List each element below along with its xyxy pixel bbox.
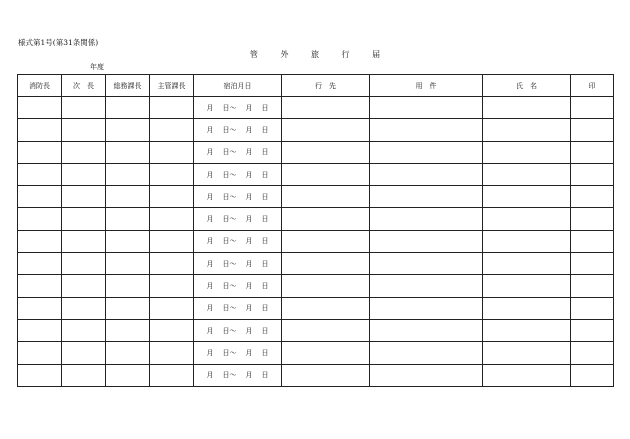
cell-purpose[interactable] (370, 297, 483, 319)
cell-fire-chief[interactable] (18, 163, 62, 185)
cell-general-affairs-manager[interactable] (106, 97, 150, 119)
cell-general-affairs-manager[interactable] (106, 275, 150, 297)
cell-seal[interactable] (571, 319, 614, 341)
table-row (18, 141, 614, 163)
cell-purpose[interactable] (370, 119, 483, 141)
cell-deputy-chief[interactable] (62, 97, 106, 119)
cell-responsible-manager[interactable] (150, 163, 194, 185)
col-seal: 印 (571, 75, 614, 97)
cell-fire-chief[interactable] (18, 342, 62, 364)
cell-destination[interactable] (282, 319, 370, 341)
period-day-tilde: 日〜 (222, 348, 237, 357)
period-month2: 月 (245, 192, 253, 201)
period-month: 月 (206, 237, 214, 246)
cell-responsible-manager[interactable] (150, 364, 194, 386)
period-day-tilde: 日〜 (222, 237, 237, 246)
cell-general-affairs-manager[interactable] (106, 230, 150, 252)
cell-stay-dates[interactable] (194, 275, 282, 297)
period-text (194, 192, 281, 202)
form-number-label: 様式第1号(第31条関係) (18, 38, 99, 47)
table-row (18, 163, 614, 185)
period-day: 日 (261, 259, 269, 268)
cell-general-affairs-manager[interactable] (106, 163, 150, 185)
period-text (194, 236, 281, 246)
period-month: 月 (206, 192, 214, 201)
period-day: 日 (261, 371, 269, 380)
period-text (194, 170, 281, 180)
period-month: 月 (206, 259, 214, 268)
period-month2: 月 (245, 125, 253, 134)
table-row (18, 97, 614, 119)
period-day: 日 (261, 170, 269, 179)
cell-deputy-chief[interactable] (62, 342, 106, 364)
cell-name[interactable] (483, 97, 571, 119)
period-text (194, 370, 281, 380)
table-row (18, 253, 614, 275)
cell-stay-dates[interactable] (194, 297, 282, 319)
cell-name[interactable] (483, 230, 571, 252)
cell-responsible-manager[interactable] (150, 208, 194, 230)
cell-deputy-chief[interactable] (62, 163, 106, 185)
period-day: 日 (261, 103, 269, 112)
period-day: 日 (261, 326, 269, 335)
period-text (194, 326, 281, 336)
cell-deputy-chief[interactable] (62, 253, 106, 275)
cell-name[interactable] (483, 163, 571, 185)
cell-destination[interactable] (282, 275, 370, 297)
period-month: 月 (206, 215, 214, 224)
period-day-tilde: 日〜 (222, 326, 237, 335)
table-row (18, 275, 614, 297)
cell-destination[interactable] (282, 119, 370, 141)
cell-seal[interactable] (571, 342, 614, 364)
cell-general-affairs-manager[interactable] (106, 186, 150, 208)
period-month2: 月 (245, 148, 253, 157)
cell-destination[interactable] (282, 141, 370, 163)
cell-responsible-manager[interactable] (150, 297, 194, 319)
cell-deputy-chief[interactable] (62, 297, 106, 319)
period-day-tilde: 日〜 (222, 371, 237, 380)
cell-responsible-manager[interactable] (150, 97, 194, 119)
period-month: 月 (206, 170, 214, 179)
title-char: 行 (341, 50, 350, 59)
period-text (194, 348, 281, 358)
cell-fire-chief[interactable] (18, 186, 62, 208)
cell-general-affairs-manager[interactable] (106, 364, 150, 386)
cell-name[interactable] (483, 186, 571, 208)
period-day: 日 (261, 237, 269, 246)
col-name: 氏 名 (483, 75, 571, 97)
period-month: 月 (206, 348, 214, 357)
title-char: 届 (372, 50, 381, 59)
header-row (18, 75, 614, 97)
cell-name[interactable] (483, 297, 571, 319)
cell-seal[interactable] (571, 119, 614, 141)
table-row (18, 186, 614, 208)
table-row (18, 364, 614, 386)
period-month: 月 (206, 125, 214, 134)
cell-name[interactable] (483, 119, 571, 141)
cell-general-affairs-manager[interactable] (106, 119, 150, 141)
cell-stay-dates[interactable] (194, 141, 282, 163)
cell-stay-dates[interactable] (194, 208, 282, 230)
cell-destination[interactable] (282, 253, 370, 275)
cell-fire-chief[interactable] (18, 97, 62, 119)
period-day-tilde: 日〜 (222, 170, 237, 179)
col-deputy-chief: 次 長 (62, 75, 106, 97)
period-text (194, 303, 281, 313)
cell-stay-dates[interactable] (194, 342, 282, 364)
cell-destination[interactable] (282, 297, 370, 319)
cell-deputy-chief[interactable] (62, 364, 106, 386)
col-general-affairs-manager: 総務課長 (106, 75, 150, 97)
cell-purpose[interactable] (370, 186, 483, 208)
cell-stay-dates[interactable] (194, 319, 282, 341)
period-month: 月 (206, 326, 214, 335)
period-day-tilde: 日〜 (222, 215, 237, 224)
cell-fire-chief[interactable] (18, 253, 62, 275)
period-day-tilde: 日〜 (222, 259, 237, 268)
cell-purpose[interactable] (370, 364, 483, 386)
cell-fire-chief[interactable] (18, 364, 62, 386)
cell-stay-dates[interactable] (194, 119, 282, 141)
cell-destination[interactable] (282, 163, 370, 185)
cell-seal[interactable] (571, 364, 614, 386)
travel-report-table (17, 74, 614, 387)
col-purpose: 用 件 (370, 75, 483, 97)
cell-deputy-chief[interactable] (62, 275, 106, 297)
cell-name[interactable] (483, 253, 571, 275)
period-day: 日 (261, 304, 269, 313)
cell-stay-dates[interactable] (194, 364, 282, 386)
cell-responsible-manager[interactable] (150, 230, 194, 252)
cell-purpose[interactable] (370, 141, 483, 163)
cell-general-affairs-manager[interactable] (106, 319, 150, 341)
period-month2: 月 (245, 304, 253, 313)
cell-destination[interactable] (282, 230, 370, 252)
cell-general-affairs-manager[interactable] (106, 297, 150, 319)
period-day-tilde: 日〜 (222, 148, 237, 157)
cell-general-affairs-manager[interactable] (106, 141, 150, 163)
table-row (18, 230, 614, 252)
period-text (194, 125, 281, 135)
period-month2: 月 (245, 259, 253, 268)
col-responsible-manager: 主管課長 (150, 75, 194, 97)
period-month2: 月 (245, 170, 253, 179)
period-day: 日 (261, 348, 269, 357)
cell-seal[interactable] (571, 97, 614, 119)
cell-general-affairs-manager[interactable] (106, 208, 150, 230)
cell-seal[interactable] (571, 253, 614, 275)
period-day: 日 (261, 215, 269, 224)
cell-deputy-chief[interactable] (62, 186, 106, 208)
cell-responsible-manager[interactable] (150, 141, 194, 163)
period-day: 日 (261, 125, 269, 134)
period-month2: 月 (245, 371, 253, 380)
period-month: 月 (206, 103, 214, 112)
table-row (18, 208, 614, 230)
period-text (194, 259, 281, 269)
period-day-tilde: 日〜 (222, 103, 237, 112)
period-day-tilde: 日〜 (222, 192, 237, 201)
cell-fire-chief[interactable] (18, 275, 62, 297)
period-text (194, 147, 281, 157)
cell-seal[interactable] (571, 141, 614, 163)
cell-purpose[interactable] (370, 163, 483, 185)
period-month2: 月 (245, 215, 253, 224)
cell-fire-chief[interactable] (18, 297, 62, 319)
cell-responsible-manager[interactable] (150, 319, 194, 341)
period-text (194, 281, 281, 291)
period-day: 日 (261, 192, 269, 201)
cell-deputy-chief[interactable] (62, 208, 106, 230)
table-row (18, 319, 614, 341)
period-day: 日 (261, 148, 269, 157)
table-row (18, 297, 614, 319)
cell-purpose[interactable] (370, 275, 483, 297)
cell-purpose[interactable] (370, 97, 483, 119)
cell-seal[interactable] (571, 297, 614, 319)
period-month2: 月 (245, 348, 253, 357)
period-month: 月 (206, 282, 214, 291)
cell-fire-chief[interactable] (18, 230, 62, 252)
cell-purpose[interactable] (370, 253, 483, 275)
cell-fire-chief[interactable] (18, 208, 62, 230)
cell-purpose[interactable] (370, 319, 483, 341)
cell-fire-chief[interactable] (18, 119, 62, 141)
table-row (18, 342, 614, 364)
cell-responsible-manager[interactable] (150, 186, 194, 208)
table-row (18, 119, 614, 141)
cell-seal[interactable] (571, 163, 614, 185)
cell-responsible-manager[interactable] (150, 275, 194, 297)
cell-purpose[interactable] (370, 208, 483, 230)
cell-purpose[interactable] (370, 230, 483, 252)
cell-general-affairs-manager[interactable] (106, 342, 150, 364)
title-char: 外 (280, 50, 289, 59)
col-destination: 行 先 (282, 75, 370, 97)
period-month2: 月 (245, 103, 253, 112)
cell-name[interactable] (483, 319, 571, 341)
cell-destination[interactable] (282, 208, 370, 230)
cell-deputy-chief[interactable] (62, 119, 106, 141)
cell-name[interactable] (483, 141, 571, 163)
period-month: 月 (206, 304, 214, 313)
form-title (0, 49, 630, 60)
cell-destination[interactable] (282, 186, 370, 208)
title-char: 管 (249, 50, 258, 59)
period-day-tilde: 日〜 (222, 304, 237, 313)
cell-deputy-chief[interactable] (62, 141, 106, 163)
cell-stay-dates[interactable] (194, 230, 282, 252)
cell-responsible-manager[interactable] (150, 342, 194, 364)
col-stay-dates: 宿泊月日 (194, 75, 282, 97)
cell-fire-chief[interactable] (18, 141, 62, 163)
cell-fire-chief[interactable] (18, 319, 62, 341)
period-month: 月 (206, 148, 214, 157)
cell-stay-dates[interactable] (194, 186, 282, 208)
cell-name[interactable] (483, 342, 571, 364)
cell-seal[interactable] (571, 186, 614, 208)
col-fire-chief: 消防長 (18, 75, 62, 97)
cell-seal[interactable] (571, 208, 614, 230)
cell-stay-dates[interactable] (194, 253, 282, 275)
cell-responsible-manager[interactable] (150, 253, 194, 275)
period-day-tilde: 日〜 (222, 282, 237, 291)
period-day-tilde: 日〜 (222, 125, 237, 134)
title-char: 旅 (311, 50, 319, 59)
cell-seal[interactable] (571, 275, 614, 297)
period-month2: 月 (245, 282, 253, 291)
table-body (18, 97, 614, 387)
cell-stay-dates[interactable] (194, 163, 282, 185)
period-text (194, 103, 281, 113)
cell-stay-dates[interactable] (194, 97, 282, 119)
cell-general-affairs-manager[interactable] (106, 253, 150, 275)
period-text (194, 214, 281, 224)
cell-deputy-chief[interactable] (62, 319, 106, 341)
cell-destination[interactable] (282, 97, 370, 119)
cell-seal[interactable] (571, 230, 614, 252)
fiscal-year-label: 年度 (90, 63, 104, 71)
cell-purpose[interactable] (370, 342, 483, 364)
cell-responsible-manager[interactable] (150, 119, 194, 141)
cell-name[interactable] (483, 208, 571, 230)
cell-destination[interactable] (282, 364, 370, 386)
period-month2: 月 (245, 237, 253, 246)
cell-name[interactable] (483, 275, 571, 297)
cell-name[interactable] (483, 364, 571, 386)
cell-deputy-chief[interactable] (62, 230, 106, 252)
period-month: 月 (206, 371, 214, 380)
period-month2: 月 (245, 326, 253, 335)
cell-destination[interactable] (282, 342, 370, 364)
period-day: 日 (261, 282, 269, 291)
